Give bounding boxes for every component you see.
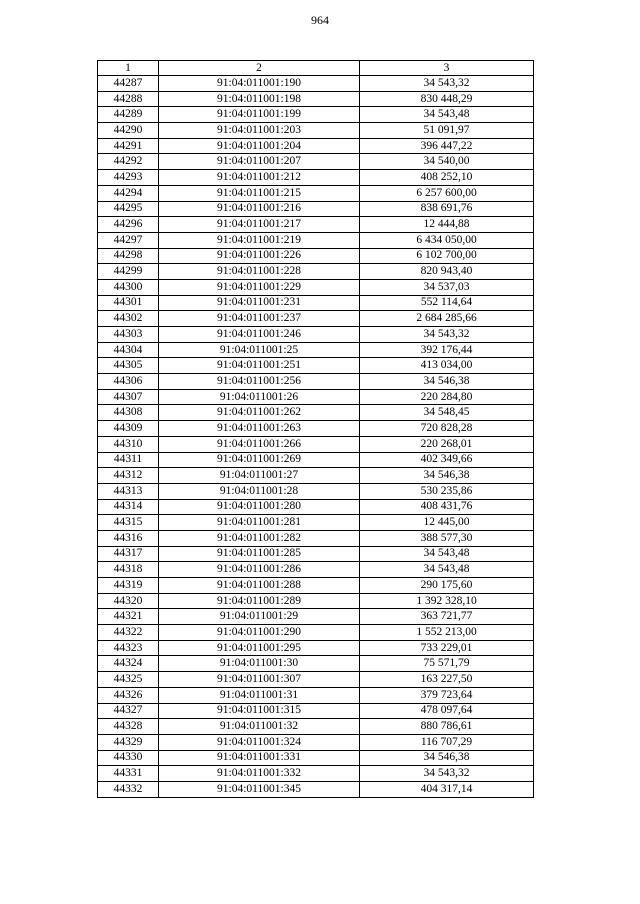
row-number-cell: 44291: [98, 138, 159, 154]
row-number-cell: 44304: [98, 342, 159, 358]
value-cell: 34 543,48: [360, 562, 534, 578]
table-row: [98, 672, 534, 688]
value-cell: 12 444,88: [360, 217, 534, 233]
cadastral-number-cell: 91:04:011001:282: [159, 530, 360, 546]
header-col-2: 2: [159, 61, 360, 76]
value-cell: 388 577,30: [360, 530, 534, 546]
row-number-cell: 44301: [98, 295, 159, 311]
table-row: [98, 264, 534, 280]
cadastral-number-cell: 91:04:011001:215: [159, 185, 360, 201]
row-number-cell: 44300: [98, 279, 159, 295]
value-cell: 6 257 600,00: [360, 185, 534, 201]
table-row: [98, 358, 534, 374]
table-row: [98, 781, 534, 797]
row-number-cell: 44331: [98, 766, 159, 782]
cadastral-number-cell: 91:04:011001:207: [159, 154, 360, 170]
row-number-cell: 44317: [98, 546, 159, 562]
value-cell: 12 445,00: [360, 515, 534, 531]
value-cell: 34 543,32: [360, 76, 534, 92]
cadastral-number-cell: 91:04:011001:332: [159, 766, 360, 782]
table-row: [98, 405, 534, 421]
value-cell: 34 543,48: [360, 546, 534, 562]
header-col-1: 1: [98, 61, 159, 76]
row-number-cell: 44321: [98, 609, 159, 625]
row-number-cell: 44323: [98, 640, 159, 656]
row-number-cell: 44305: [98, 358, 159, 374]
value-cell: 830 448,29: [360, 91, 534, 107]
row-number-cell: 44293: [98, 170, 159, 186]
table-row: [98, 625, 534, 641]
table-row: [98, 123, 534, 139]
table-body: [98, 76, 534, 798]
cadastral-number-cell: 91:04:011001:263: [159, 421, 360, 437]
cadastral-number-cell: 91:04:011001:288: [159, 578, 360, 594]
table-row: [98, 766, 534, 782]
cadastral-number-cell: 91:04:011001:212: [159, 170, 360, 186]
cadastral-number-cell: 91:04:011001:216: [159, 201, 360, 217]
value-cell: 34 546,38: [360, 468, 534, 484]
cadastral-number-cell: 91:04:011001:199: [159, 107, 360, 123]
value-cell: 530 235,86: [360, 483, 534, 499]
table-row: [98, 342, 534, 358]
table-row: [98, 483, 534, 499]
row-number-cell: 44311: [98, 452, 159, 468]
row-number-cell: 44288: [98, 91, 159, 107]
cadastral-number-cell: 91:04:011001:262: [159, 405, 360, 421]
table-row: [98, 327, 534, 343]
row-number-cell: 44319: [98, 578, 159, 594]
value-cell: 34 537,03: [360, 279, 534, 295]
table-row: [98, 609, 534, 625]
row-number-cell: 44287: [98, 76, 159, 92]
cadastral-number-cell: 91:04:011001:295: [159, 640, 360, 656]
row-number-cell: 44325: [98, 672, 159, 688]
value-cell: 2 684 285,66: [360, 311, 534, 327]
row-number-cell: 44289: [98, 107, 159, 123]
table-row: [98, 91, 534, 107]
value-cell: 220 268,01: [360, 436, 534, 452]
value-cell: 820 943,40: [360, 264, 534, 280]
cadastral-number-cell: 91:04:011001:203: [159, 123, 360, 139]
cadastral-number-cell: 91:04:011001:246: [159, 327, 360, 343]
table-row: [98, 279, 534, 295]
page-number: 964: [311, 13, 329, 27]
row-number-cell: 44332: [98, 781, 159, 797]
cadastral-number-cell: 91:04:011001:290: [159, 625, 360, 641]
value-cell: 34 543,48: [360, 107, 534, 123]
value-cell: 363 721,77: [360, 609, 534, 625]
table-row: [98, 546, 534, 562]
row-number-cell: 44313: [98, 483, 159, 499]
value-cell: 379 723,64: [360, 687, 534, 703]
table-row: [98, 719, 534, 735]
table-row: [98, 750, 534, 766]
table-row: [98, 562, 534, 578]
value-cell: 880 786,61: [360, 719, 534, 735]
row-number-cell: 44314: [98, 499, 159, 515]
value-cell: 720 828,28: [360, 421, 534, 437]
cadastral-number-cell: 91:04:011001:217: [159, 217, 360, 233]
table-row: [98, 138, 534, 154]
table-row: [98, 640, 534, 656]
cadastral-number-cell: 91:04:011001:324: [159, 734, 360, 750]
value-cell: 34 540,00: [360, 154, 534, 170]
value-cell: 413 034,00: [360, 358, 534, 374]
cadastral-number-cell: 91:04:011001:219: [159, 232, 360, 248]
table-row: [98, 468, 534, 484]
value-cell: 163 227,50: [360, 672, 534, 688]
table-row: [98, 311, 534, 327]
value-cell: 733 229,01: [360, 640, 534, 656]
table-row: [98, 374, 534, 390]
row-number-cell: 44324: [98, 656, 159, 672]
value-cell: 6 434 050,00: [360, 232, 534, 248]
table-row: [98, 530, 534, 546]
row-number-cell: 44326: [98, 687, 159, 703]
table-row: [98, 389, 534, 405]
row-number-cell: 44292: [98, 154, 159, 170]
row-number-cell: 44327: [98, 703, 159, 719]
table-row: [98, 703, 534, 719]
cadastral-number-cell: 91:04:011001:30: [159, 656, 360, 672]
table-row: [98, 170, 534, 186]
table-row: [98, 217, 534, 233]
cadastral-number-cell: 91:04:011001:237: [159, 311, 360, 327]
value-cell: 34 543,32: [360, 766, 534, 782]
value-cell: 552 114,64: [360, 295, 534, 311]
row-number-cell: 44310: [98, 436, 159, 452]
row-number-cell: 44329: [98, 734, 159, 750]
table-row: [98, 515, 534, 531]
row-number-cell: 44297: [98, 232, 159, 248]
table-row: [98, 154, 534, 170]
cadastral-number-cell: 91:04:011001:226: [159, 248, 360, 264]
table-row: [98, 593, 534, 609]
value-cell: 408 252,10: [360, 170, 534, 186]
cadastral-number-cell: 91:04:011001:204: [159, 138, 360, 154]
row-number-cell: 44320: [98, 593, 159, 609]
row-number-cell: 44328: [98, 719, 159, 735]
table-row: [98, 452, 534, 468]
cadastral-number-cell: 91:04:011001:256: [159, 374, 360, 390]
value-cell: 290 175,60: [360, 578, 534, 594]
cadastral-number-cell: 91:04:011001:281: [159, 515, 360, 531]
cadastral-number-cell: 91:04:011001:269: [159, 452, 360, 468]
cadastral-number-cell: 91:04:011001:229: [159, 279, 360, 295]
row-number-cell: 44315: [98, 515, 159, 531]
table-header-row: [98, 61, 534, 76]
value-cell: 1 392 328,10: [360, 593, 534, 609]
cadastral-number-cell: 91:04:011001:266: [159, 436, 360, 452]
cadastral-number-cell: 91:04:011001:285: [159, 546, 360, 562]
cadastral-number-cell: 91:04:011001:280: [159, 499, 360, 515]
value-cell: 6 102 700,00: [360, 248, 534, 264]
table-row: [98, 248, 534, 264]
row-number-cell: 44309: [98, 421, 159, 437]
value-cell: 396 447,22: [360, 138, 534, 154]
value-cell: 402 349,66: [360, 452, 534, 468]
cadastral-number-cell: 91:04:011001:190: [159, 76, 360, 92]
table-header: [98, 61, 534, 76]
table-row: [98, 734, 534, 750]
row-number-cell: 44330: [98, 750, 159, 766]
header-col-3: 3: [360, 61, 534, 76]
row-number-cell: 44316: [98, 530, 159, 546]
row-number-cell: 44312: [98, 468, 159, 484]
table-row: [98, 578, 534, 594]
row-number-cell: 44307: [98, 389, 159, 405]
value-cell: 34 543,32: [360, 327, 534, 343]
cadastral-number-cell: 91:04:011001:26: [159, 389, 360, 405]
cadastral-number-cell: 91:04:011001:289: [159, 593, 360, 609]
table-row: [98, 656, 534, 672]
registry-table: [97, 60, 534, 798]
cadastral-number-cell: 91:04:011001:27: [159, 468, 360, 484]
value-cell: 220 284,80: [360, 389, 534, 405]
value-cell: 116 707,29: [360, 734, 534, 750]
row-number-cell: 44298: [98, 248, 159, 264]
value-cell: 34 546,38: [360, 750, 534, 766]
value-cell: 51 091,97: [360, 123, 534, 139]
row-number-cell: 44290: [98, 123, 159, 139]
cadastral-number-cell: 91:04:011001:251: [159, 358, 360, 374]
table-row: [98, 107, 534, 123]
table-row: [98, 436, 534, 452]
cadastral-number-cell: 91:04:011001:31: [159, 687, 360, 703]
cadastral-number-cell: 91:04:011001:25: [159, 342, 360, 358]
row-number-cell: 44322: [98, 625, 159, 641]
table-row: [98, 499, 534, 515]
row-number-cell: 44306: [98, 374, 159, 390]
table-row: [98, 76, 534, 92]
cadastral-number-cell: 91:04:011001:286: [159, 562, 360, 578]
row-number-cell: 44302: [98, 311, 159, 327]
value-cell: 392 176,44: [360, 342, 534, 358]
row-number-cell: 44318: [98, 562, 159, 578]
row-number-cell: 44294: [98, 185, 159, 201]
table-row: [98, 232, 534, 248]
value-cell: 408 431,76: [360, 499, 534, 515]
cadastral-number-cell: 91:04:011001:231: [159, 295, 360, 311]
cadastral-number-cell: 91:04:011001:28: [159, 483, 360, 499]
table-row: [98, 185, 534, 201]
cadastral-number-cell: 91:04:011001:29: [159, 609, 360, 625]
row-number-cell: 44308: [98, 405, 159, 421]
cadastral-number-cell: 91:04:011001:228: [159, 264, 360, 280]
table-row: [98, 201, 534, 217]
row-number-cell: 44303: [98, 327, 159, 343]
cadastral-number-cell: 91:04:011001:32: [159, 719, 360, 735]
cadastral-number-cell: 91:04:011001:198: [159, 91, 360, 107]
table-row: [98, 421, 534, 437]
cadastral-number-cell: 91:04:011001:307: [159, 672, 360, 688]
table-row: [98, 295, 534, 311]
value-cell: 838 691,76: [360, 201, 534, 217]
table-row: [98, 687, 534, 703]
value-cell: 75 571,79: [360, 656, 534, 672]
cadastral-number-cell: 91:04:011001:345: [159, 781, 360, 797]
value-cell: 1 552 213,00: [360, 625, 534, 641]
value-cell: 404 317,14: [360, 781, 534, 797]
row-number-cell: 44296: [98, 217, 159, 233]
row-number-cell: 44299: [98, 264, 159, 280]
value-cell: 478 097,64: [360, 703, 534, 719]
cadastral-number-cell: 91:04:011001:315: [159, 703, 360, 719]
cadastral-number-cell: 91:04:011001:331: [159, 750, 360, 766]
value-cell: 34 548,45: [360, 405, 534, 421]
value-cell: 34 546,38: [360, 374, 534, 390]
row-number-cell: 44295: [98, 201, 159, 217]
